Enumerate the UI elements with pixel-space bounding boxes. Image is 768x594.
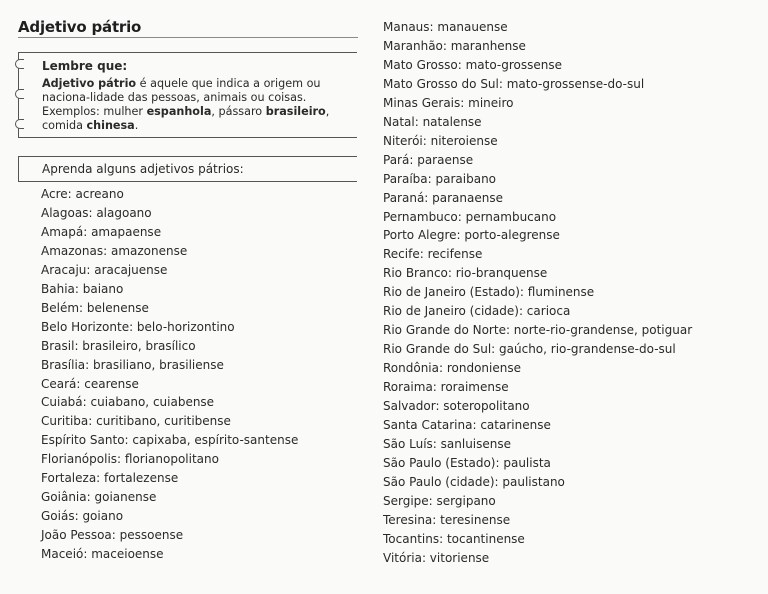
list-item: Rio de Janeiro (cidade): carioca: [383, 304, 571, 319]
list-item: Sergipe: sergipano: [383, 493, 496, 508]
list-item: Goiânia: goianense: [41, 490, 157, 505]
reminder-heading: Lembre que:: [42, 59, 128, 73]
list-item: Florianópolis: florianopolitano: [41, 452, 219, 467]
definition-term: Adjetivo pátrio: [42, 77, 137, 90]
list-item: Manaus: manauense: [383, 20, 508, 34]
list-item: Pernambuco: pernambucano: [383, 209, 557, 224]
binder-hook-icon: [15, 59, 24, 69]
list-item: Brasília: brasiliano, brasiliense: [41, 357, 224, 372]
list-item: Ceará: cearense: [41, 376, 139, 391]
list-item: Espírito Santo: capixaba, espírito-santense: [41, 433, 299, 448]
examples-connector: , comida: [42, 105, 330, 132]
list-item: Vitória: vitoriense: [383, 550, 490, 565]
list-item: Goiás: goiano: [41, 509, 124, 524]
example-word: espanhola: [146, 105, 212, 118]
gentilic-list-right: [383, 18, 692, 568]
list-header-label: Aprenda alguns adjetivos pátrios:: [42, 162, 244, 176]
list-item: Belém: belenense: [41, 300, 149, 315]
list-item: Tocantins: tocantinense: [383, 531, 525, 546]
list-item: Paraná: paranaense: [383, 190, 503, 205]
list-item: Fortaleza: fortalezense: [41, 471, 179, 486]
example-word: chinesa: [86, 119, 135, 132]
list-item: Bahia: baiano: [41, 281, 124, 296]
examples-prefix: Exemplos: mulher: [42, 105, 147, 118]
examples-paragraph: [42, 105, 360, 133]
list-item: Porto Alegre: porto-alegrense: [383, 228, 560, 243]
list-item: Rio de Janeiro (Estado): fluminense: [383, 285, 595, 300]
list-item: Paraíba: paraibano: [383, 171, 497, 186]
title-underline: [18, 37, 358, 38]
list-item: São Luís: sanluisense: [383, 436, 512, 451]
list-item: Niterói: niteroiense: [383, 133, 498, 148]
list-item: Mato Grosso: mato-grossense: [383, 57, 562, 72]
list-item: Maceió: maceioense: [41, 547, 164, 562]
list-item: Santa Catarina: catarinense: [383, 418, 551, 433]
examples-connector: , pássaro: [211, 105, 266, 118]
binder-hook-icon: [15, 89, 24, 99]
list-item: Amapá: amapaense: [41, 224, 162, 239]
list-item: Acre: acreano: [41, 187, 124, 201]
list-item: Natal: natalense: [383, 114, 482, 129]
example-word: brasileiro: [265, 105, 326, 118]
list-item: Recife: recifense: [383, 247, 483, 262]
list-item: Rio Grande do Sul: gaúcho, rio-grandense-do-sul: [383, 342, 676, 357]
list-item: Curitiba: curitibano, curitibense: [41, 414, 231, 429]
list-item: Brasil: brasileiro, brasílico: [41, 338, 196, 353]
list-item: São Paulo (Estado): paulista: [383, 455, 551, 470]
binder-hook-icon: [15, 119, 24, 129]
list-header-box: [18, 156, 357, 182]
list-item: Mato Grosso do Sul: mato-grossense-do-sul: [383, 76, 645, 91]
list-item: Amazonas: amazonense: [41, 243, 188, 258]
list-item: Teresina: teresinense: [383, 512, 511, 527]
list-item: São Paulo (cidade): paulistano: [383, 474, 565, 489]
list-item: Belo Horizonte: belo-horizontino: [41, 319, 235, 334]
list-item: Rondônia: rondoniense: [383, 361, 521, 376]
list-item: Aracaju: aracajuense: [41, 262, 168, 277]
list-item: Cuiabá: cuiabano, cuiabense: [41, 395, 215, 410]
list-item: João Pessoa: pessoense: [41, 528, 184, 543]
reminder-text: [42, 77, 360, 133]
list-item: Pará: paraense: [383, 152, 474, 167]
definition-paragraph: [42, 77, 360, 105]
list-item: Rio Grande do Norte: norte-rio-grandense, potiguar: [383, 323, 693, 338]
list-item: Minas Gerais: mineiro: [383, 95, 514, 110]
reminder-box: [18, 52, 357, 138]
examples-end: .: [134, 119, 139, 132]
list-item: Alagoas: alagoano: [41, 205, 152, 220]
list-item: Roraima: roraimense: [383, 380, 509, 395]
list-item: Salvador: soteropolitano: [383, 399, 530, 414]
gentilic-list-left: [41, 185, 298, 564]
list-item: Maranhão: maranhense: [383, 38, 526, 53]
definition-body: é aquele que indica a origem ou naciona-lidade das pessoas, animais ou coisas.: [42, 77, 321, 104]
page-title: Adjetivo pátrio: [18, 18, 142, 36]
list-item: Rio Branco: rio-branquense: [383, 266, 548, 281]
